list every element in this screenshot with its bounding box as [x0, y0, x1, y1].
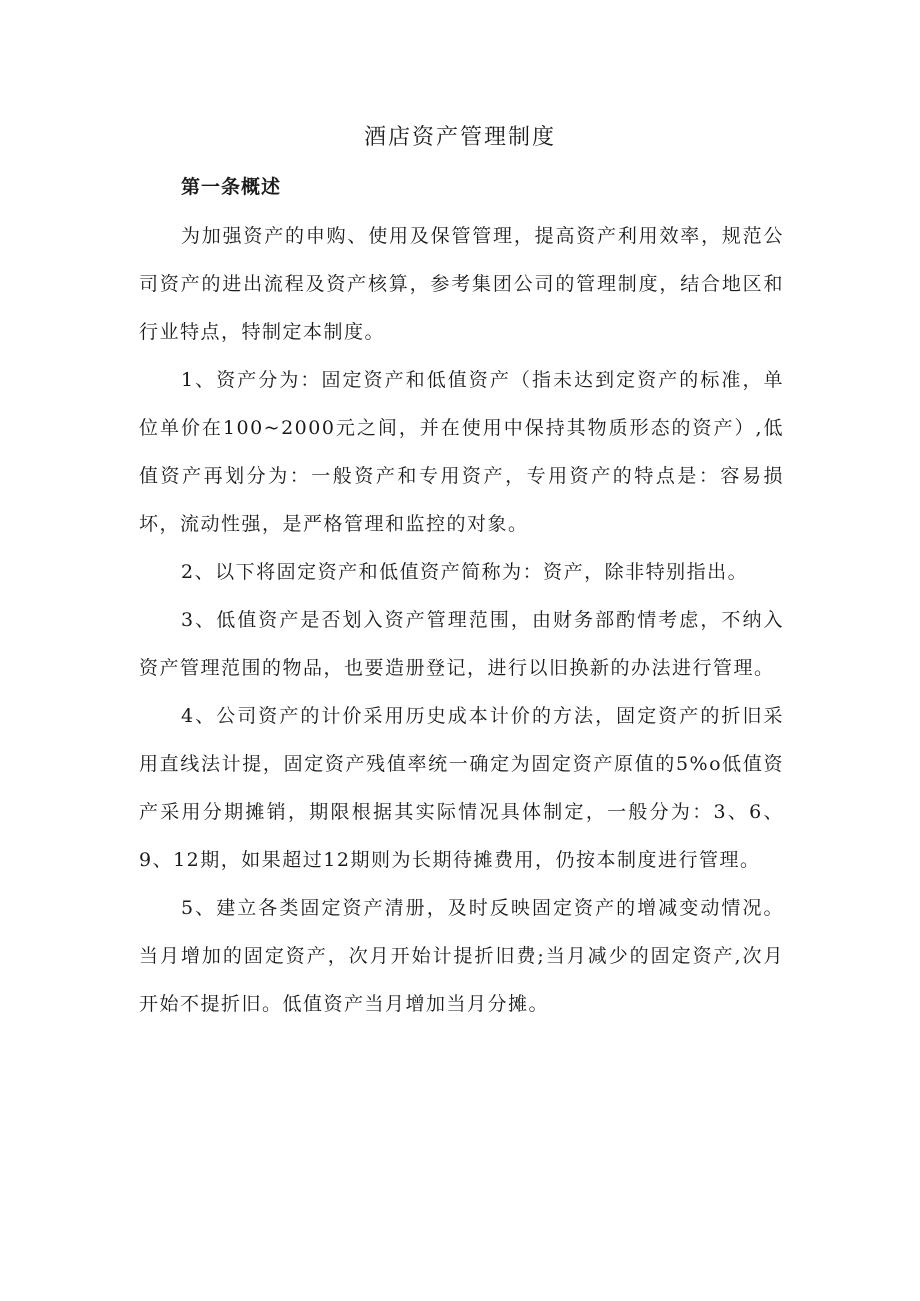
- paragraph-intro: 为加强资产的申购、使用及保管管理，提高资产利用效率，规范公司资产的进出流程及资产核算，参考集团公司的管理制度，结合地区和行业特点，特制定本制度。: [139, 225, 784, 343]
- paragraph-item-1: 1、资产分为：固定资产和低值资产（指未达到定资产的标准，单位单价在100~2000元之间，并在使用中保持其物质形态的资产）,低值资产再划分为：一般资产和专用资产，专用资产的特点是：容易损坏，流动性强，是严格管理和监控的对象。: [139, 369, 784, 535]
- paragraph-item-2: 2、以下将固定资产和低值资产简称为：资产，除非特别指出。: [181, 561, 749, 583]
- page-title: 酒店资产管理制度: [363, 125, 556, 150]
- section-heading: 第一条概述: [181, 176, 282, 198]
- paragraph-item-3: 3、低值资产是否划入资产管理范围，由财务部酌情考虑，不纳入资产管理范围的物品，也要造册登记，进行以旧换新的办法进行管理。: [139, 609, 784, 679]
- paragraph-item-4: 4、公司资产的计价采用历史成本计价的方法，固定资产的折旧采用直线法计提，固定资产残值率统一确定为固定资产原值的5%o低值资产采用分期摊销，期限根据其实际情况具体制定，一般分为：3、6、9、12期，如果超过12期则为长期待摊费用，仍按本制度进行管理。: [139, 705, 784, 871]
- paragraph-item-5: 5、建立各类固定资产清册，及时反映固定资产的增减变动情况。当月增加的固定资产，次月开始计提折旧费;当月减少的固定资产,次月开始不提折旧。低值资产当月增加当月分摊。: [139, 897, 784, 1015]
